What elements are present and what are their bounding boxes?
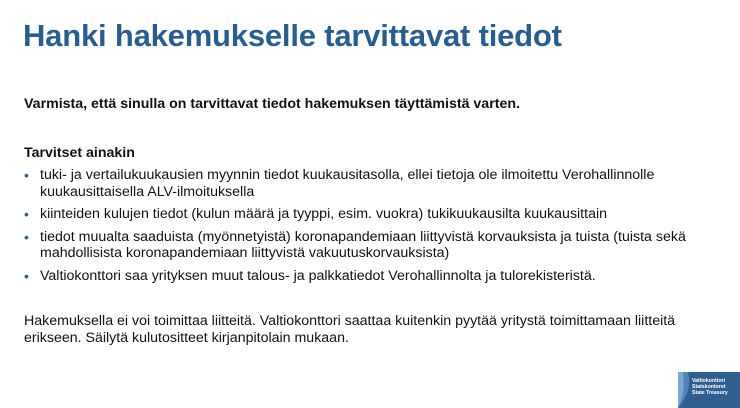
section-heading: Tarvitset ainakin bbox=[24, 145, 135, 161]
list-item-text: tiedot muualta saaduista (myönnetyistä) koronapandemiaan liittyvistä korvauksista ja tuista (tuista sekä mahdollisista koronapandemiaan liittyvistä vakuutuskorvauksista) bbox=[40, 228, 686, 261]
list-item bbox=[24, 229, 724, 262]
list-item-text: kiinteiden kulujen tiedot (kulun määrä ja tyyppi, esim. vuokra) tukikuukausilta kuukausittain bbox=[40, 206, 608, 222]
logo-text-fi: Valtiokonttori bbox=[692, 378, 726, 384]
valtiokonttori-logo bbox=[678, 372, 740, 408]
list-item bbox=[24, 268, 724, 285]
list-item-text: tuki- ja vertailukuukausien myynnin tiedot kuukausitasolla, ellei tietoja ole ilmoitettu Verohallinnolle kuukausittaisella ALV-ilmoituksella bbox=[40, 167, 655, 200]
logo-text-en: State Treasury bbox=[692, 390, 728, 397]
bullet-icon: • bbox=[24, 228, 29, 245]
bullet-icon: • bbox=[24, 267, 29, 284]
list-item bbox=[24, 206, 724, 223]
list-item-text: Valtiokonttori saa yrityksen muut talous- ja palkkatiedot Verohallinnolta ja tulorekisteristä. bbox=[40, 267, 596, 284]
bullet-icon: • bbox=[24, 167, 29, 183]
requirements-list bbox=[24, 167, 724, 290]
footer-text: Hakemuksella ei voi toimittaa liitteitä. Valtiokonttori saattaa kuitenkin pyytää yritystä toimittamaan liitteitä erikseen. Säilytä kulutositteet kirjanpitolain mukaan. bbox=[24, 313, 676, 346]
page-title: Hanki hakemukselle tarvittavat tiedot bbox=[23, 18, 562, 53]
list-item bbox=[24, 167, 724, 200]
bullet-icon: • bbox=[24, 206, 29, 222]
logo-text-sv: Statskontoret bbox=[692, 384, 726, 391]
intro-text: Varmista, että sinulla on tarvittavat tiedot hakemuksen täyttämistä varten. bbox=[24, 96, 520, 112]
